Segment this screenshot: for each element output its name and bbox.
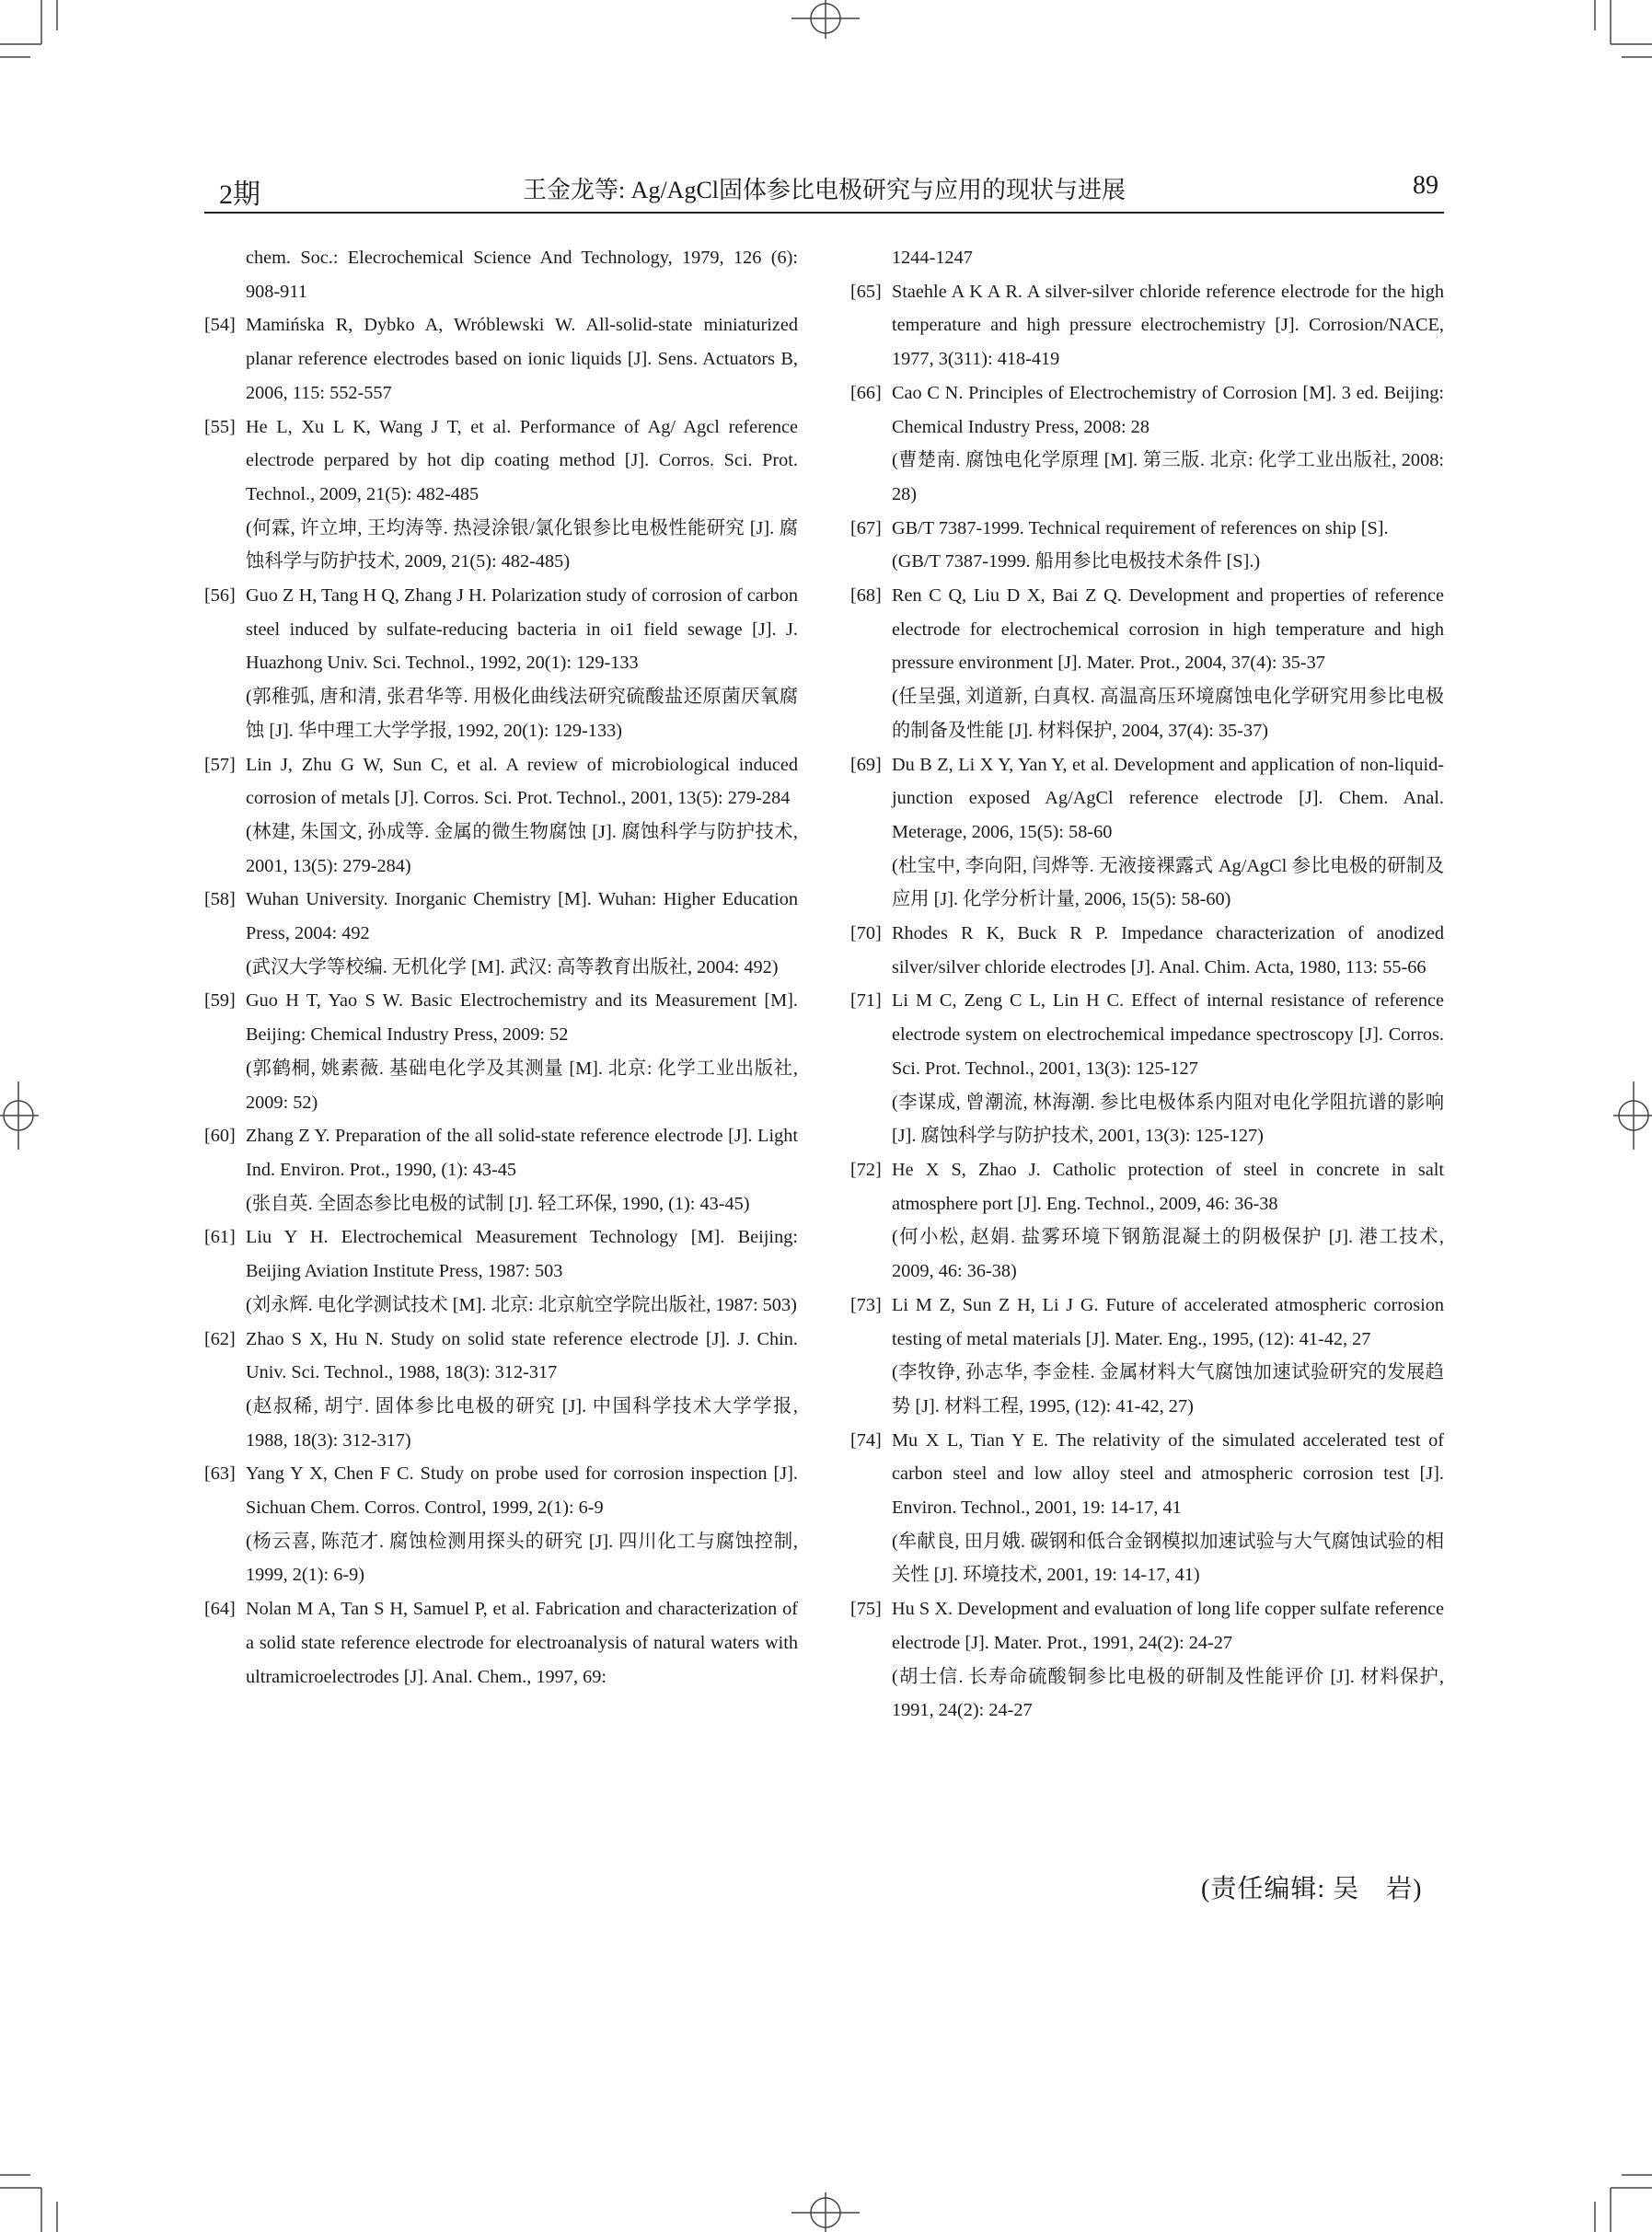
right-column bbox=[850, 241, 1444, 1728]
reference-text: He L, Xu L K, Wang J T, et al. Performance of Ag/ Agcl reference electrode perpared by hot dip coating method [J]. Corros. Sci. Prot. Technol., 2009, 21(5): 482-485 bbox=[246, 416, 798, 504]
reference-list-left bbox=[204, 308, 798, 1694]
reference-number: [59] bbox=[204, 990, 236, 1012]
reference-chinese-text: (杜宝中, 李向阳, 闫烨等. 无液接裸露式 Ag/AgCl 参比电极的研制及应用 [J]. 化学分析计量, 2006, 15(5): 58-60) bbox=[892, 855, 1444, 910]
reference-list-right bbox=[850, 275, 1444, 1728]
reference-text: Lin J, Zhu G W, Sun C, et al. A review of microbiological induced corrosion of metals [J]. Corros. Sci. Prot. Technol., 2001, 13(5): 279-284 bbox=[246, 754, 798, 809]
reference-item bbox=[204, 1323, 798, 1458]
reference-text: GB/T 7387-1999. Technical requirement of references on ship [S]. bbox=[892, 517, 1389, 538]
reference-chinese-text: (任呈强, 刘道新, 白真权. 高温高压环境腐蚀电化学研究用参比电极的制备及性能 [J]. 材料保护, 2004, 37(4): 35-37) bbox=[892, 687, 1444, 741]
reference-text: Yang Y X, Chen F C. Study on probe used for corrosion inspection [J]. Sichuan Chem. Corros. Control, 1999, 2(1): 6-9 bbox=[246, 1463, 798, 1519]
reference-chinese-text: (何霖, 许立坤, 王均涛等. 热浸涂银/氯化银参比电极性能研究 [J]. 腐蚀科学与防护技术, 2009, 21(5): 482-485) bbox=[246, 517, 798, 572]
reference-number: [66] bbox=[850, 382, 882, 403]
reference-number: [68] bbox=[850, 585, 882, 607]
reference-number: [70] bbox=[850, 923, 882, 944]
reference-number: [65] bbox=[850, 281, 882, 302]
reference-text: Li M Z, Sun Z H, Li J G. Future of accelerated atmospheric corrosion testing of metal materials [J]. Mater. Eng., 1995, (12): 41-42, 27 bbox=[892, 1294, 1444, 1349]
reference-number: [69] bbox=[850, 754, 882, 775]
reference-text: Liu Y H. Electrochemical Measurement Technology [M]. Beijing: Beijing Aviation Institute Press, 1987: 503 bbox=[246, 1227, 798, 1282]
reference-chinese-text: (刘永辉. 电化学测试技术 [M]. 北京: 北京航空学院出版社, 1987: 503) bbox=[246, 1294, 797, 1315]
reference-number: [74] bbox=[850, 1429, 882, 1451]
reference-item bbox=[850, 275, 1444, 376]
reference-item bbox=[204, 883, 798, 984]
reference-chinese-text: (武汉大学等校编. 无机化学 [M]. 武汉: 高等教育出版社, 2004: 492) bbox=[246, 956, 779, 977]
reference-item bbox=[204, 1592, 798, 1694]
reference-number: [58] bbox=[204, 889, 236, 910]
reference-chinese-text: (GB/T 7387-1999. 船用参比电极技术条件 [S].) bbox=[892, 551, 1261, 572]
reference-number: [62] bbox=[204, 1328, 236, 1349]
reference-item bbox=[204, 1220, 798, 1322]
responsible-editor: (责任编辑: 吴 岩) bbox=[1201, 1875, 1423, 1903]
reference-item bbox=[204, 579, 798, 748]
reference-chinese-text: (郭鹤桐, 姚素薇. 基础电化学及其测量 [M]. 北京: 化学工业出版社, 2009: 52) bbox=[246, 1058, 798, 1113]
reference-item bbox=[850, 512, 1444, 579]
reference-text: Nolan M A, Tan S H, Samuel P, et al. Fabrication and characterization of a solid state reference electrode for electroanalysis of natural waters with ultramicroelectrodes [J]. Anal. Chem., 1997, 69: bbox=[246, 1599, 798, 1687]
reference-item bbox=[850, 1289, 1444, 1424]
reference-chinese-text: (赵叔稀, 胡宁. 固体参比电极的研究 [J]. 中国科学技术大学学报, 1988, 18(3): 312-317) bbox=[246, 1395, 798, 1451]
reference-text: He X S, Zhao J. Catholic protection of steel in concrete in salt atmosphere port [J]. Eng. Technol., 2009, 46: 36-38 bbox=[892, 1159, 1444, 1214]
reference-text: Wuhan University. Inorganic Chemistry [M]. Wuhan: Higher Education Press, 2004: 492 bbox=[246, 889, 798, 944]
reference-item bbox=[850, 917, 1444, 984]
reference-number: [72] bbox=[850, 1159, 882, 1180]
reference-text: Rhodes R K, Buck R P. Impedance characterization of anodized silver/silver chloride electrodes [J]. Anal. Chim. Acta, 1980, 113: 55-66 bbox=[892, 923, 1444, 977]
reference-item bbox=[204, 748, 798, 884]
page-number: 89 bbox=[1413, 171, 1438, 200]
reference-continuation: chem. Soc.: Elecrochemical Science And Technology, 1979, 126 (6): 908-911 bbox=[246, 248, 798, 302]
reference-item bbox=[850, 1424, 1444, 1593]
reference-chinese-text: (李谋成, 曾潮流, 林海潮. 参比电极体系内阻对电化学阻抗谱的影响 [J]. 腐蚀科学与防护技术, 2001, 13(3): 125-127) bbox=[892, 1092, 1444, 1147]
reference-number: [61] bbox=[204, 1227, 236, 1248]
reference-text: Mamińska R, Dybko A, Wróblewski W. All-solid-state miniaturized planar reference electrodes based on ionic liquids [J]. Sens. Actuators B, 2006, 115: 552-557 bbox=[246, 315, 798, 403]
reference-item bbox=[850, 579, 1444, 748]
reference-text: Zhao S X, Hu N. Study on solid state reference electrode [J]. J. Chin. Univ. Sci. Technol., 1988, 18(3): 312-317 bbox=[246, 1328, 798, 1383]
left-column bbox=[204, 241, 798, 1694]
reference-item bbox=[850, 1592, 1444, 1728]
reference-continuation: 1244-1247 bbox=[892, 248, 973, 268]
reference-number: [75] bbox=[850, 1599, 882, 1620]
reference-item bbox=[850, 1153, 1444, 1289]
reference-number: [55] bbox=[204, 416, 236, 437]
reference-item bbox=[204, 308, 798, 410]
reference-number: [56] bbox=[204, 585, 236, 607]
reference-number: [73] bbox=[850, 1294, 882, 1315]
reference-item bbox=[850, 376, 1444, 512]
reference-text: Mu X L, Tian Y E. The relativity of the simulated accelerated test of carbon steel and low alloy steel and atmospheric corrosion test [J]. Environ. Technol., 2001, 19: 14-17, 41 bbox=[892, 1429, 1444, 1519]
reference-chinese-text: (郭稚弧, 唐和清, 张君华等. 用极化曲线法研究硫酸盐还原菌厌氧腐蚀 [J]. 华中理工大学学报, 1992, 20(1): 129-133) bbox=[246, 687, 798, 741]
reference-item bbox=[850, 748, 1444, 918]
running-title: 王金龙等: Ag/AgCl固体参比电极研究与应用的现状与进展 bbox=[522, 177, 1126, 203]
reference-number: [63] bbox=[204, 1463, 236, 1485]
reference-item bbox=[204, 984, 798, 1119]
reference-chinese-text: (何小松, 赵娟. 盐雾环境下钢筋混凝土的阴极保护 [J]. 港工技术, 2009, 46: 36-38) bbox=[892, 1227, 1444, 1282]
reference-text: Du B Z, Li X Y, Yan Y, et al. Development and application of non-liquid-junction exposed Ag/AgCl reference electrode [J]. Chem. Anal. Meterage, 2006, 15(5): 58-60 bbox=[892, 754, 1444, 842]
issue-number: 2期 bbox=[219, 179, 260, 210]
running-header bbox=[204, 166, 1444, 214]
reference-chinese-text: (林建, 朱国文, 孙成等. 金属的微生物腐蚀 [J]. 腐蚀科学与防护技术, 2001, 13(5): 279-284) bbox=[246, 821, 798, 876]
reference-text: Guo H T, Yao S W. Basic Electrochemistry and its Measurement [M]. Beijing: Chemical Industry Press, 2009: 52 bbox=[246, 990, 798, 1046]
reference-number: [57] bbox=[204, 754, 236, 775]
reference-item bbox=[204, 1119, 798, 1220]
reference-text: Li M C, Zeng C L, Lin H C. Effect of internal resistance of reference electrode system on electrochemical impedance spectroscopy [J]. Corros. Sci. Prot. Technol., 2001, 13(3): 125-127 bbox=[892, 990, 1444, 1079]
reference-number: [60] bbox=[204, 1126, 236, 1147]
reference-number: [67] bbox=[850, 517, 882, 538]
reference-chinese-text: (杨云喜, 陈范才. 腐蚀检测用探头的研究 [J]. 四川化工与腐蚀控制, 1999, 2(1): 6-9) bbox=[246, 1531, 798, 1586]
reference-number: [54] bbox=[204, 315, 236, 336]
reference-text: Cao C N. Principles of Electrochemistry of Corrosion [M]. 3 ed. Beijing: Chemical Industry Press, 2008: 28 bbox=[892, 382, 1444, 437]
reference-text: Guo Z H, Tang H Q, Zhang J H. Polarization study of corrosion of carbon steel induced by sulfate-reducing bacteria in oi1 field sewage [J]. J. Huazhong Univ. Sci. Technol., 1992, 20(1): 129-133 bbox=[246, 585, 798, 674]
reference-text: Staehle A K A R. A silver-silver chloride reference electrode for the high temperature and high pressure electrochemistry [J]. Corrosion/NACE, 1977, 3(311): 418-419 bbox=[892, 281, 1444, 370]
reference-chinese-text: (牟献良, 田月娥. 碳钢和低合金钢模拟加速试验与大气腐蚀试验的相关性 [J]. 环境技术, 2001, 19: 14-17, 41) bbox=[892, 1531, 1444, 1586]
reference-chinese-text: (曹楚南. 腐蚀电化学原理 [M]. 第三版. 北京: 化学工业出版社, 2008: 28) bbox=[892, 450, 1444, 504]
reference-item bbox=[850, 984, 1444, 1153]
reference-chinese-text: (张自英. 全固态参比电极的试制 [J]. 轻工环保, 1990, (1): 43-45) bbox=[246, 1193, 750, 1214]
reference-text: Zhang Z Y. Preparation of the all solid-state reference electrode [J]. Light Ind. Environ. Prot., 1990, (1): 43-45 bbox=[246, 1126, 798, 1180]
reference-number: [71] bbox=[850, 990, 882, 1012]
reference-item bbox=[204, 411, 798, 580]
reference-chinese-text: (李牧铮, 孙志华, 李金桂. 金属材料大气腐蚀加速试验研究的发展趋势 [J]. 材料工程, 1995, (12): 41-42, 27) bbox=[892, 1362, 1444, 1417]
reference-text: Hu S X. Development and evaluation of long life copper sulfate reference electrode [J]. Mater. Prot., 1991, 24(2): 24-27 bbox=[892, 1599, 1444, 1653]
reference-chinese-text: (胡士信. 长寿命硫酸铜参比电极的研制及性能评价 [J]. 材料保护, 1991, 24(2): 24-27 bbox=[892, 1666, 1444, 1721]
reference-text: Ren C Q, Liu D X, Bai Z Q. Development and properties of reference electrode for electrochemical corrosion in high temperature and high pressure environment [J]. Mater. Prot., 2004, 37(4): 35-37 bbox=[892, 585, 1444, 674]
reference-number: [64] bbox=[204, 1599, 236, 1620]
reference-item bbox=[204, 1457, 798, 1592]
